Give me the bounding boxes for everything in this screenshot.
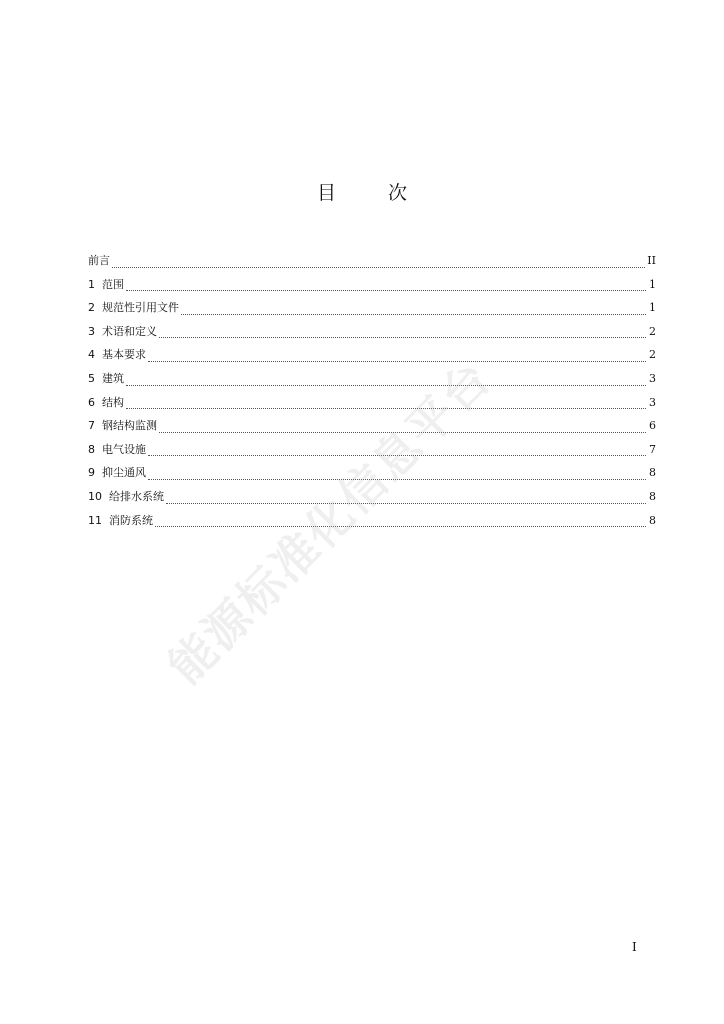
dot-leader: [166, 502, 646, 504]
toc-entry-page: 7: [649, 442, 656, 456]
toc-entry-label: 9 抑尘通风: [88, 466, 146, 480]
dot-leader: [159, 336, 646, 338]
toc-entry-page: 6: [649, 419, 656, 433]
toc-entry-label: 1 范围: [88, 277, 124, 291]
toc-entry-page: 3: [649, 371, 656, 385]
page-number: I: [632, 940, 637, 954]
toc-entry-label: 6 结构: [88, 395, 124, 409]
dot-leader: [126, 289, 646, 291]
toc-entry-label: 4 基本要求: [88, 348, 146, 362]
toc-entry-page: 1: [649, 277, 656, 291]
toc-entry-label: 8 电气设施: [88, 442, 146, 456]
toc-entry-label: 5 建筑: [88, 371, 124, 385]
dot-leader: [155, 525, 646, 527]
toc-entry[interactable]: [88, 251, 656, 275]
toc-entry-page: 1: [649, 301, 656, 315]
toc-entry-page: 8: [649, 489, 656, 503]
dot-leader: [181, 313, 646, 315]
toc-entry-label: 前言: [88, 254, 110, 267]
toc-entry-page: 2: [649, 324, 656, 338]
toc-entry[interactable]: [88, 393, 656, 417]
toc-entry-label: 10 给排水系统: [88, 489, 164, 503]
toc-entry-label: 11 消防系统: [88, 513, 153, 527]
toc-entry[interactable]: [88, 345, 656, 369]
toc-title-char-1: 目: [316, 182, 336, 204]
toc-entry-page: 8: [649, 466, 656, 480]
dot-leader: [126, 384, 646, 386]
toc-entry-page: 3: [649, 395, 656, 409]
toc-entry[interactable]: [88, 298, 656, 322]
toc-entry-page: II: [647, 254, 656, 267]
toc-entry-page: 2: [649, 348, 656, 362]
toc-entry[interactable]: [88, 275, 656, 299]
toc-entry-label: 2 规范性引用文件: [88, 301, 179, 315]
toc-entry-label: 3 术语和定义: [88, 324, 157, 338]
watermark: 能源标准化信息平台: [158, 350, 502, 695]
toc-title-char-2: 次: [388, 182, 408, 204]
toc-entry-label: 7 钢结构监测: [88, 419, 157, 433]
toc-title: [0, 178, 724, 205]
dot-leader: [126, 407, 646, 409]
toc-entry-page: 8: [649, 513, 656, 527]
dot-leader: [112, 266, 645, 268]
toc-entry[interactable]: [88, 369, 656, 393]
dot-leader: [148, 360, 646, 362]
toc-entry[interactable]: [88, 322, 656, 346]
